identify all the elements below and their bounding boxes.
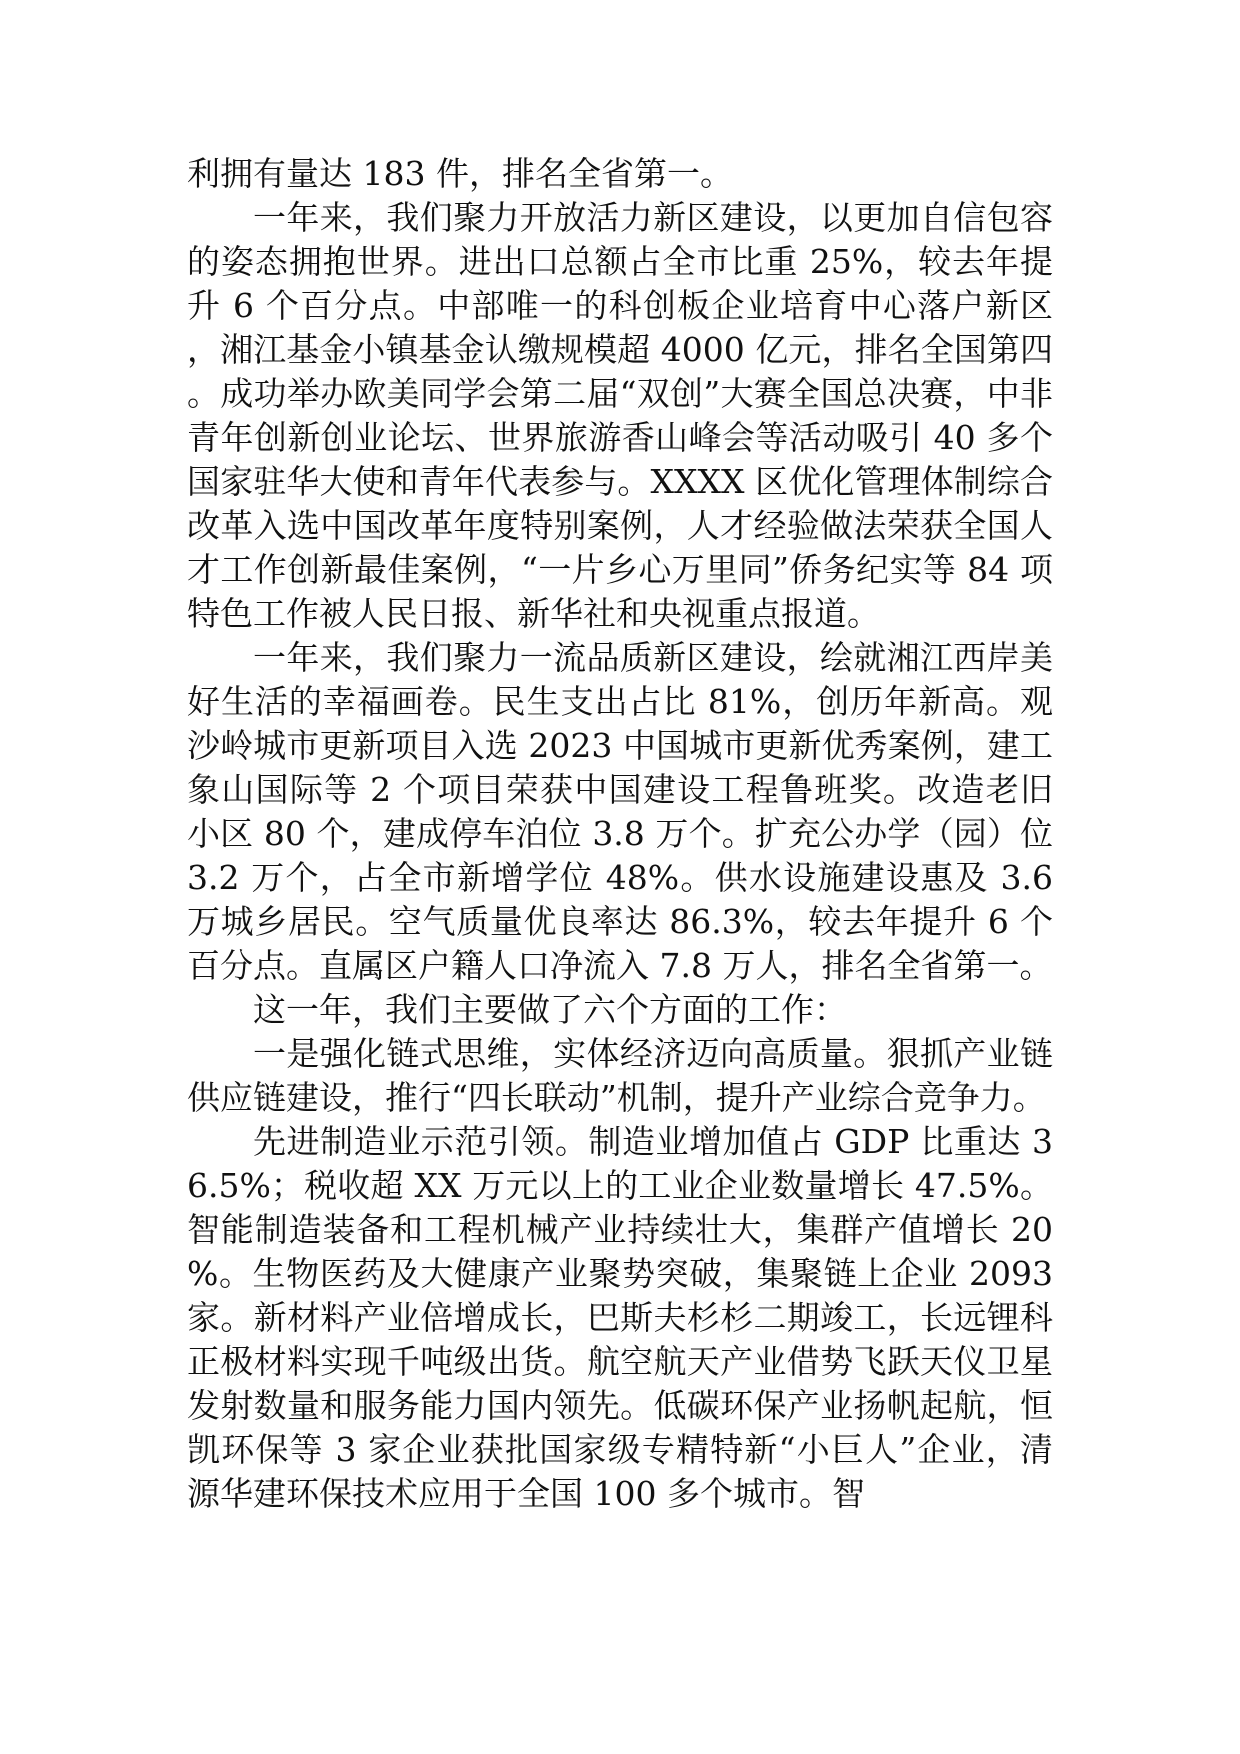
paragraph-six-aspects: 这一年，我们主要做了六个方面的工作： <box>253 990 847 1029</box>
document-body <box>187 152 1053 1516</box>
paragraph-quality-district: 一年来，我们聚力一流品质新区建设，绘就湘江西岸美好生活的幸福画卷。民生支出占比 81%，创历年新高。观沙岭城市更新项目入选 2023 中国城市更新优秀案例，建工象山国际等 2 个项目荣获中国建设工程鲁班奖。改造老旧小区 80 个，建成停车泊位 3.8 万个。扩充公办学（园）位 3.2 万个，占全市新增学位 48%。供水设施建设惠及 3.6 万城乡居民。空气质量优良率达 86.3%，较去年提升 6 个百分点。直属区户籍人口净流入 7.8 万人，排名全省第一。 <box>187 638 1053 985</box>
paragraph-advanced-manufacturing: 先进制造业示范引领。制造业增加值占 GDP 比重达 36.5%；税收超 XX 万元以上的工业企业数量增长 47.5%。智能制造装备和工程机械产业持续壮大，集群产值增长 20%。生物医药及大健康产业聚势突破，集聚链上企业 2093 家。新材料产业倍增成长，巴斯夫杉杉二期竣工，长远锂科正极材料实现千吨级出货。航空航天产业借势飞跃天仪卫星发射数量和服务能力国内领先。低碳环保产业扬帆起航，恒凯环保等 3 家企业获批国家级专精特新“小巨人”企业，清源华建环保技术应用于全国 100 多个城市。智 <box>187 1122 1053 1513</box>
paragraph-continuation: 利拥有量达 183 件，排名全省第一。 <box>187 154 733 193</box>
paragraph-chain-thinking: 一是强化链式思维，实体经济迈向高质量。狠抓产业链供应链建设，推行“四长联动”机制，提升产业综合竞争力。 <box>187 1034 1053 1117</box>
paragraph-open-vitality: 一年来，我们聚力开放活力新区建设，以更加自信包容的姿态拥抱世界。进出口总额占全市比重 25%，较去年提升 6 个百分点。中部唯一的科创板企业培育中心落户新区，湘江基金小镇基金认缴规模超 4000 亿元，排名全国第四。成功举办欧美同学会第二届“双创”大赛全国总决赛，中非青年创新创业论坛、世界旅游香山峰会等活动吸引 40 多个国家驻华大使和青年代表参与。XXXX 区优化管理体制综合改革入选中国改革年度特别案例，人才经验做法荣获全国人才工作创新最佳案例，“一片乡心万里同”侨务纪实等 84 项特色工作被人民日报、新华社和央视重点报道。 <box>187 198 1053 633</box>
